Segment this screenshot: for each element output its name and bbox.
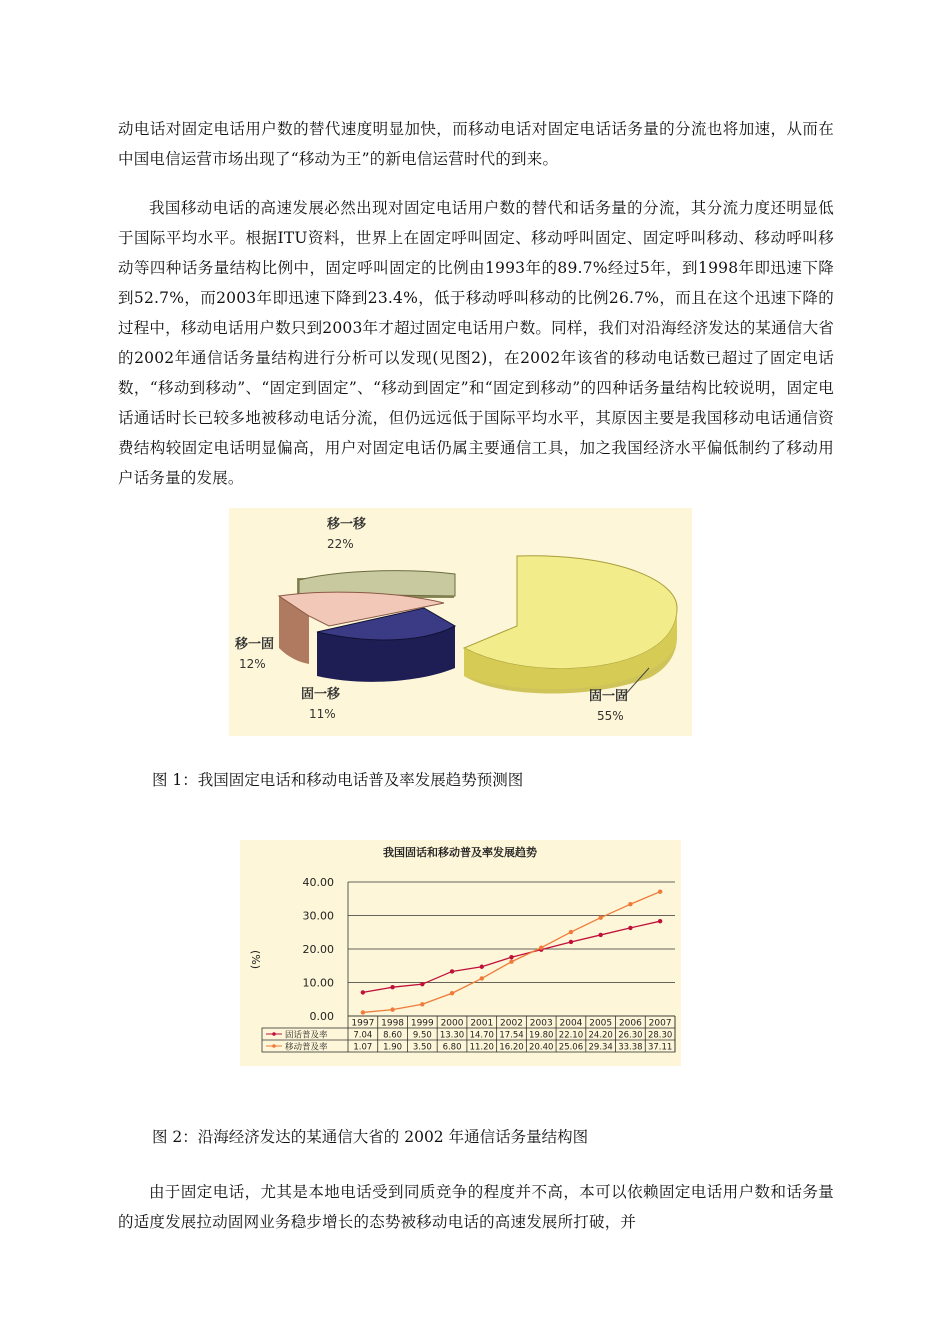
x-tick-label: 2004 (559, 1018, 583, 1029)
data-table-cell: 28.30 (647, 1030, 673, 1041)
paragraph-main: 我国移动电话的高速发展必然出现对固定电话用户数的替代和话务量的分流，其分流力度还明显低于国际平均水平。根据ITU资料，世界上在固定呼叫固定、移动呼叫固定、固定呼叫移动、移动呼叫移动等四种话务量结构比例中，固定呼叫固定的比例由1993年的89.7%经过5年，到1998年即迅速下降到52.7%，而2003年即迅速下降到23.4%，低于移动呼叫移动的比例26.7%，而且在这个迅速下降的过程中，移动电话用户数只到2003年才超过固定电话用户数。同样，我们对沿海经济发达的某通信大省的2002年通信话务量结构进行分析可以发现(见图2)，在2002年该省的移动电话数已超过了固定电话数，“移动到移动”、“固定到固定”、“移动到固定”和“固定到移动”的四种话务量结构比较说明，固定电话通话时长已较多地被移动电话分流，但仍远远低于国际平均水平，其原因主要是我国移动电话通信资费结构较固定电话明显偏高，用户对固定电话仍属主要通信工具，加之我国经济水平偏低制约了移动用户话务量的发展。 (118, 199, 834, 487)
data-point (509, 960, 513, 964)
x-tick-label: 1999 (410, 1018, 434, 1029)
data-table-cell: 14.70 (469, 1030, 494, 1041)
data-point (361, 990, 365, 994)
data-point (420, 982, 424, 986)
line-chart-title: 我国固话和移动普及率发展趋势 (383, 846, 537, 859)
x-tick-label: 2000 (440, 1018, 464, 1029)
line-chart (240, 840, 681, 1066)
figure-2-caption: 图 2：沿海经济发达的某通信大省的 2002 年通信话务量结构图 (152, 1128, 589, 1146)
data-table-cell: 25.06 (558, 1042, 584, 1053)
data-table-cell: 19.80 (529, 1030, 554, 1041)
data-point (598, 916, 602, 920)
legend-label: 移动普及率 (285, 1042, 328, 1053)
data-point (361, 1010, 365, 1014)
x-tick-label: 2005 (589, 1018, 613, 1029)
data-point (598, 933, 602, 937)
x-tick-label: 2001 (470, 1018, 494, 1029)
data-table-cell: 13.30 (439, 1030, 465, 1041)
data-point (628, 902, 632, 906)
data-table-cell: 22.10 (558, 1030, 584, 1041)
y-tick-label: 0.00 (309, 1010, 334, 1023)
data-table-cell: 37.11 (647, 1042, 673, 1053)
y-tick-label: 30.00 (302, 909, 334, 923)
data-point (569, 930, 573, 934)
data-point (658, 919, 662, 923)
y-tick-label: 10.00 (302, 976, 334, 990)
data-table-cell: 1.90 (383, 1042, 403, 1053)
data-table-cell: 33.38 (618, 1042, 643, 1053)
data-point (480, 965, 484, 969)
pie-label-yi-gu: 移一固 (235, 637, 275, 652)
legend-marker (272, 1032, 276, 1036)
data-table-cell: 16.20 (499, 1042, 524, 1053)
y-tick-label: 40.00 (302, 876, 334, 889)
pie-label-yi-yi: 移一移 (327, 517, 367, 532)
data-point (420, 1002, 424, 1006)
paragraph-intro: 动电话对固定电话用户数的替代速度明显加快，而移动电话对固定电话话务量的分流也将加速，从而在中国电信运营市场出现了“移动为王”的新电信运营时代的到来。 (118, 120, 834, 168)
x-tick-label: 2006 (618, 1018, 642, 1029)
x-tick-label: 1998 (381, 1018, 405, 1029)
data-point (658, 889, 662, 893)
data-table-cell: 8.60 (383, 1030, 403, 1041)
pie-pct-gu-yi: 11% (309, 707, 336, 721)
data-table-cell: 9.50 (412, 1030, 432, 1041)
x-tick-label: 2002 (500, 1018, 523, 1029)
data-table-cell: 6.80 (442, 1042, 462, 1053)
data-point (480, 976, 484, 980)
legend-label: 固话普及率 (285, 1030, 328, 1041)
paragraph-closing: 由于固定电话，尤其是本地电话受到同质竞争的程度并不高，本可以依赖固定电话用户数和话务量的适度发展拉动固网业务稳步增长的态势被移动电话的高速发展所打破，并 (118, 1183, 834, 1231)
data-table-cell: 11.20 (469, 1042, 494, 1053)
y-axis-label: (%) (249, 950, 262, 970)
data-table-cell: 26.30 (618, 1030, 643, 1041)
data-table-cell: 1.07 (353, 1042, 373, 1053)
x-tick-label: 2003 (529, 1018, 553, 1029)
pie-label-gu-gu: 固一固 (589, 689, 629, 704)
data-point (509, 955, 513, 959)
data-table-cell: 3.50 (412, 1042, 432, 1053)
y-tick-label: 20.00 (302, 943, 334, 956)
data-point (569, 940, 573, 944)
data-point (390, 985, 394, 989)
data-point (628, 926, 632, 930)
data-point (450, 991, 454, 995)
pie-label-gu-yi: 固一移 (301, 687, 341, 702)
data-table-cell: 7.04 (353, 1030, 373, 1041)
data-table-cell: 20.40 (529, 1042, 554, 1053)
figure-1-caption: 图 1：我国固定电话和移动电话普及率发展趋势预测图 (152, 771, 524, 789)
pie-pct-yi-gu: 12% (239, 657, 266, 671)
data-point (450, 969, 454, 973)
legend-marker (272, 1044, 276, 1048)
data-table-cell: 29.34 (588, 1042, 613, 1053)
pie-chart (229, 508, 692, 736)
x-tick-label: 1997 (351, 1018, 375, 1029)
pie-pct-gu-gu: 55% (597, 709, 624, 723)
data-table-cell: 24.20 (588, 1030, 613, 1041)
data-point (390, 1007, 394, 1011)
data-table-cell: 17.54 (499, 1030, 524, 1041)
data-point (539, 945, 543, 949)
x-tick-label: 2007 (648, 1018, 672, 1029)
pie-pct-yi-yi: 22% (327, 537, 354, 551)
